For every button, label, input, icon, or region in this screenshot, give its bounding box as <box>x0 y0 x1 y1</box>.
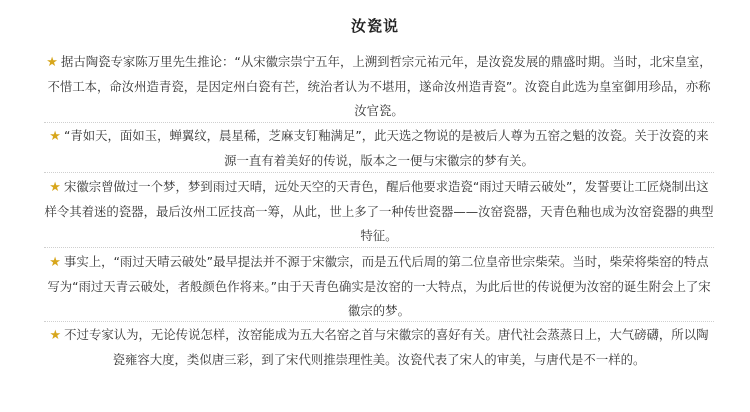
paragraph-text: 不过专家认为，无论传说怎样，汝窑能成为五大名窑之首与宋徽宗的喜好有关。唐代社会蒸蒸日上，大气磅礴，所以陶瓷雍容大度，类似唐三彩，到了宋代则推崇理性美。汝瓷代表了宋人的审美，与唐代是不一样的。 <box>64 327 709 367</box>
divider <box>44 172 714 173</box>
divider <box>44 321 714 322</box>
paragraph-5 <box>44 323 714 372</box>
divider <box>44 122 714 123</box>
paragraph-2 <box>44 124 714 173</box>
paragraph-text: “青如天，面如玉，蝉翼纹，晨星稀，芝麻支钉釉满足”，此天选之物说的是被后人尊为五窑之魁的汝瓷。关于汝瓷的来源一直有着美好的传说，版本之一便与宋徽宗的梦有关。 <box>63 128 709 168</box>
star-icon: ★ <box>49 328 62 343</box>
paragraph-text: 据古陶瓷专家陈万里先生推论：“从宋徽宗崇宁五年，上溯到哲宗元祐元年，是汝瓷发展的鼎盛时期。当时，北宋皇室，不惜工本，命汝州造青瓷，是因定州白瓷有芒，统治者认为不堪用，遂命汝州造青瓷”。汝瓷自此选为皇室御用珍品，亦称汝官瓷。 <box>47 54 712 118</box>
divider <box>44 247 714 248</box>
article-title: 汝瓷说 <box>350 17 399 35</box>
star-icon: ★ <box>49 129 61 144</box>
star-icon: ★ <box>49 180 61 195</box>
star-icon: ★ <box>49 255 61 270</box>
paragraph-1 <box>44 50 714 123</box>
paragraph-text: 宋徽宗曾做过一个梦，梦到雨过天晴，远处天空的天青色，醒后他要求造瓷“雨过天晴云破处”，发誓要让工匠烧制出这样令其着迷的瓷器，最后汝州工匠技高一筹，从此，世上多了一种传世瓷器——汝窑瓷器，天青色釉也成为汝窑瓷器的典型特征。 <box>44 179 714 243</box>
paragraph-3 <box>44 175 714 248</box>
paragraph-4 <box>44 250 714 323</box>
paragraph-text: 事实上，“雨过天晴云破处”最早提法并不源于宋徽宗，而是五代后周的第二位皇帝世宗柴荣。当时，柴荣将柴窑的特点写为“雨过天青云破处，者般颜色作将来。”由于天青色确实是汝窑的一大特点，为此后世的传说便为汝窑的诞生附会上了宋徽宗的梦。 <box>47 254 711 318</box>
star-icon: ★ <box>46 55 58 70</box>
